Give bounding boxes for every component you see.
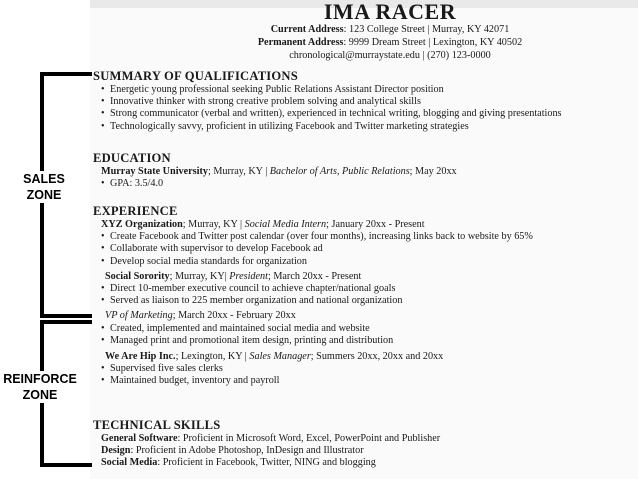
job-bullet: • Create Facebook and Twitter post calendar (over four months), increasing links back to website by 65% [101,231,638,243]
skill-item: General Software: Proficient in Microsoft Word, Excel, PowerPoint and Publisher [101,433,441,444]
experience-title: EXPERIENCE [93,204,178,218]
summary-bullet: • Innovative thinker with strong creative problem solving and analytical skills [101,96,638,108]
job-bullet: • Managed print and promotional item design, printing and distribution [101,335,638,347]
education-title: EDUCATION [93,151,171,165]
job-sorority-heading: Social Sorority; Murray, KY| President; March 20xx - Present [105,270,362,282]
summary-title: SUMMARY OF QUALIFICATIONS [93,69,298,83]
permanent-address: Permanent Address: 9999 Dream Street | Lexington, KY 40502 [257,37,523,48]
candidate-name: IMA RACER [323,0,457,24]
job-bullet: • Supervised five sales clerks [101,363,638,375]
experience-section [93,204,638,388]
job-bullet: • Direct 10-member executive council to achieve chapter/national goals [101,283,638,295]
current-address: Current Address: 123 College Street | Murray, KY 42071 [270,24,510,35]
skills-title: TECHNICAL SKILLS [93,418,221,432]
job-bullet: • Served as liaison to 225 member organization and national organization [101,295,638,307]
reinforce-zone-label: REINFORCE ZONE [0,371,80,403]
job-sorority-subrole: VP of Marketing; March 20xx - February 20xx [105,310,296,322]
skills-section [93,418,638,470]
resume-header [90,1,638,62]
skill-item: Design: Proficient in Adobe Photoshop, InDesign and Illustrator [101,445,364,457]
skill-item: Social Media: Proficient in Facebook, Twitter, NING and blogging [101,457,376,469]
summary-bullet: • Energetic young professional seeking Public Relations Assistant Director position [101,84,638,96]
summary-bullet: • Strong communicator (verbal and written), experienced in technical writing, blogging and giving presentations [101,108,638,120]
summary-bullet: • Technologically savvy, proficient in utilizing Facebook and Twitter marketing strategies [101,121,638,133]
summary-section [93,69,638,133]
contact-info: chronological@murraystate.edu | (270) 123-0000 [289,50,491,61]
gpa: • GPA: 3.5/4.0 [101,178,638,190]
job-bullet: • Created, implemented and maintained social media and website [101,323,638,335]
sales-zone-label: SALES ZONE [14,171,74,203]
job-xyz-heading: XYZ Organization; Murray, KY | Social Media Intern; January 20xx - Present [101,219,425,230]
education-section [93,151,638,190]
job-hipinc-heading: We Are Hip Inc.; Lexington, KY | Sales Manager; Summers 20xx, 20xx and 20xx [105,351,444,363]
job-bullet: • Maintained budget, inventory and payroll [101,375,638,387]
job-bullet: • Collaborate with supervisor to develop Facebook ad [101,243,638,255]
education-entry: Murray State University; Murray, KY | Bachelor of Arts, Public Relations; May 20xx [101,166,457,177]
job-bullet: • Develop social media standards for organization [101,256,638,268]
